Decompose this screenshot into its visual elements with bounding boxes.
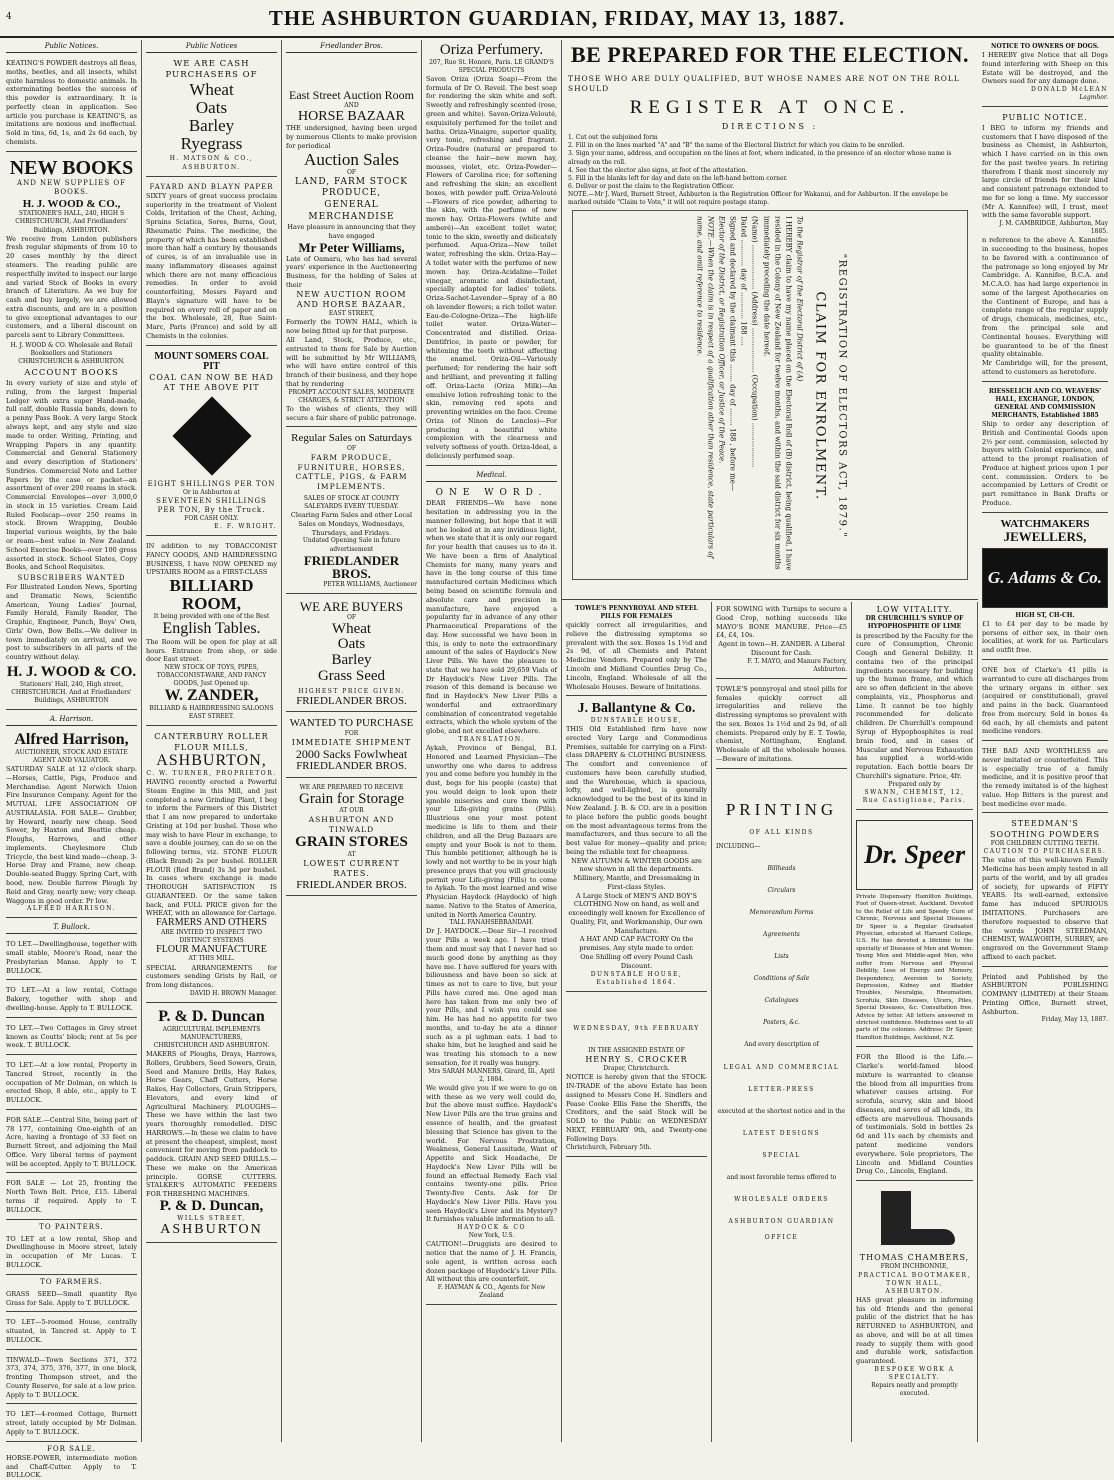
ad-text: NEW AUTUMN & WINTER GOODS are now shown in all the departments. <box>571 856 702 874</box>
firm-name: FRIEDLANDER BROS. <box>296 694 407 707</box>
print-item: Lists <box>774 953 789 961</box>
buyers-ad <box>286 597 417 712</box>
form-line[interactable]: (Name) .................... (Address) .................... (Occupation) .................... <box>750 216 759 468</box>
printer-imprint <box>982 970 1108 1029</box>
blood-mixture-ad <box>856 1050 973 1181</box>
firm-trade: BILLIARD & HAIRDRESSING SALOONS EAST STREET. <box>149 705 274 721</box>
oriza-perfumery-ad <box>426 40 557 466</box>
form-line: To the Registrar of the Electoral District of (A) <box>795 216 804 382</box>
ad-subhead: SPECIAL <box>762 1151 801 1159</box>
auctioneer-name: Mr Peter Williams, <box>298 239 405 255</box>
ad-subhead: NEW AUCTION ROOM AND HORSE BAZAAR, <box>296 289 407 309</box>
ad-body: DEAR FRIENDS—We have none hesitation in addressing you in the manner following, but hope that it will not be looked at in any invidious light, when we state that it is only our regard for your health that causes us to do it. We have been a firm of Analytical Chemists for many, many years and have in the long course of this time manufactured certain Medicines which being based on scientific formula and absolute care and precision in manufacture, have enjoyed a popularity far in advance of any other Pharmaceutical Preparations of the day. How successful we have been in this, is only to note the extraordinary amount of the sales of Haydock's New Liver Pills. We have the pleasure to state that we have sold 29,659 Vials of Dr Haydock's New Liver Pills. The reason of this demand is because we find in Haydock's New Liver Pills a wonderful and extraordinary combination of concentrated vegetable extracts, which the whole system of the globe, and not excelled elsewhere. <box>426 499 557 736</box>
firm-name: HAYDOCK & CO <box>457 1224 526 1232</box>
chemist-notice <box>982 110 1108 381</box>
ad-subhead: LEGAL AND COMMERCIAL <box>723 1063 840 1071</box>
ad-body: SATURDAY SALE at 12 o'clock sharp. —Horses, Cattle, Pigs, Produce and Merchandise. Agent Norwich Union Fire Insurance Company. Agent for the MUTUAL LIFE ASSOCIATION OF AUSTRALASIA. FOR SALE— Grubber, by Howard, nearly new cheap. Seed Sower, by Haxton and Beattie cheap. Ploughs, Harrows, and other implements. Cheylesmore Club Tricycle, the best kind made—cheap. 3-Horse Dray and Frame, new cheap. Double-seated Buggy. Spring Cart, with hood, new. Double furrow Plough by Reid and Gray, nearly new; very cheap. Waggons in good order. Pr low. <box>6 765 137 905</box>
firm-street: WILLS STREET, <box>177 1214 246 1222</box>
firm-name: J. Ballantyne & Co. <box>577 701 696 717</box>
form-title: CLAIM FOR ENROLMENT. <box>812 291 828 501</box>
boot-icon <box>867 1191 963 1249</box>
notice-item: TO LET—4-roomed Cottage, Burnett street, lately occupied by Mr Dolman. Apply to T. BULLOCK. <box>6 1407 137 1441</box>
churchill-syrup-ad <box>856 602 973 810</box>
ad-text: PROMPT ACCOUNT SALES, MODERATE CHARGES, & STRICT ATTENTION <box>288 388 415 404</box>
firm-name: RIESSELICH AND CO. WEAVERS' HALL, EXCHANGE, LONDON, GENERAL AND COMMISSION MERCHANTS, Established 1885 <box>988 387 1102 419</box>
notice-item: TO LET—5-roomed House, centrally situated, in Tancred st. Apply to T. BULLOCK. <box>6 1315 137 1349</box>
ad-signature: Mrs SARAH MANNERS, Girard, Ill., April 2, 1884. <box>428 1067 555 1083</box>
ad-headline: Grain for Storage <box>299 790 404 807</box>
ad-text: Undated Opening Sale in future advertisement <box>302 537 401 553</box>
firm-address: HIGH ST, CH-CH. <box>1015 611 1075 619</box>
firm-trade: PRACTICAL BOOTMAKER, TOWN HALL, ASHBURTON. <box>858 1271 971 1295</box>
firm-name: FRIEDLANDER BROS. <box>303 552 400 582</box>
firm-address: STATIONER'S HALL, 240, HIGH S CHRISTCHURCH, And Friedlanders' Buildings, ASHBURTON. <box>15 210 128 234</box>
ad-signature: SWANN, CHEMIST, 12, Rue Castiglione, Paris. <box>862 788 967 804</box>
ad-signature: Christchurch, February 5th. <box>566 1143 652 1151</box>
firm-trade: AGRICULTURAL IMPLEMENTS MANUFACTURERS, <box>162 1025 261 1041</box>
ad-headline: 2000 Sacks Fowlwheat <box>295 747 408 762</box>
harrison-ad <box>6 729 137 918</box>
ad-text: A HAT AND CAP FACTORY On the premises. Any style made to order. <box>579 935 694 953</box>
ad-body: ONE box of Clarke's 41 pills is warranted to cure all discharges from the urinary organs in either sex (acquired or constitutional), gravel and pains in the back. Guaranteed free from mercury. Sold in boxes 4s 6d each, by all chemists and patent medicine vendors. <box>982 665 1108 736</box>
notice-body: Mr Cambridge will, for the present, attend to customers as heretofore. <box>982 359 1108 376</box>
ad-body: Ship to order any description of British and Continental Goods upon 2½ per cent. commission, selected by buyers with Colonial experience, and attend to the prompt realisation of Produce at highest prices upon 1 per cent. commission. Orders to be accompanied by Letters of Credit or part remittance in Bank Drafts or Produce. <box>982 419 1108 507</box>
ad-headline: CANTERBURY ROLLER FLOUR MILLS, <box>154 732 269 752</box>
ad-body: £1 to £4 per day to be made by persons of either sex, in their own localities, at work for us. Particulars and outfit free. <box>982 619 1108 655</box>
ad-text: FOR CASH ONLY. <box>184 514 239 522</box>
ad-signature: ALFRED HARRISON. <box>27 905 116 913</box>
ad-headline: WE ARE BUYERS <box>299 599 404 614</box>
grain-item: Oats <box>337 636 366 653</box>
ad-body: NOTICE is hereby given that the STOCK-IN-TRADE of the above Estate has been assigned to Messrs Cone H. Sindlers and Pease Cooke Ellis Fane the Sheriffs, the Creditors, and the said Stock will be SOLD to the Public on WEDNESDAY NEXT, FEBRUARY 9th, and Twenty-one Following Days. <box>566 1073 707 1143</box>
ad-body: Dr J. HAYDOCK.—Dear Sir—I received your Pills a week ago. I have tried them and must say that I never had so much good done by anything as they have me. I have suffered for years with biliousness and have been so sick at times as not to care to live, but your Pills have cured me. One aged man here has taken from me only two of your Pills, and I wish you could see him. He has had no appetite for two months, and to-day he ate a dinner such as a pl ughman eats. I had to shake him, but he laughed and said he was treating his stomach to a new sensation, for it really was hungry. <box>426 927 557 1067</box>
ad-subhead: WHOLESALE ORDERS <box>734 1196 829 1204</box>
ad-body: We receive from London publishers fresh regular shipments of from 10 to 20 cases monthly by the direct steamers. The reading public are respectfully invited to inspect our large and varied Stock of Books in every branch of Literature. As we buy for cash and buy largely, we are allowed extra discounts, and are in a position to give exceptional advantages to our customers, and a liberal discount on parcels sent to Library Committees. <box>6 234 137 340</box>
ad-body: To the wishes of clients, they will secure a fair share of public patronage. <box>286 404 417 422</box>
ad-body: HAS great pleasure in informing his old friends and the general public of the district that he has RETURNED to ASHBURTON, and as above, and will be at all times ready to supply them with good and durable work, satisfaction guaranteed. <box>856 1295 973 1366</box>
ad-text: INCLUDING— <box>716 842 761 850</box>
notice-body: I BEG to inform my friends and customers that I have disposed of the business as Chemist, in Ashburton, which I have carried on in this own for the past twelve years. In retiring therefrom I thank most sincerely my large circle of friends for their kind and consistent patronage extended to me for so long a time. My successor (Mr A. Kannifee) will, I trust, meet with the same favorable support. <box>982 123 1108 220</box>
firm-town: CHRISTCHURCH AND ASHBURTON. <box>153 1041 270 1049</box>
ad-place: Lagmhor. <box>1079 94 1108 102</box>
ad-subhead: SUBSCRIBERS WANTED <box>17 574 126 583</box>
ad-body: SIXTY years of great success proclaim superiority in the treatment of Violent Colds, Irritation of the Chest, Aching, Sprains Sciatica, Sores, Burns, Gout, Rheumatic Pains. The medicine, the property of which has been established more than half a century by thousands of cures, is of an invaluable use in many inflammatory diseases against which there are not many efficacious remedies. In order to avoid counterfeiting, Messrs Fayard and Blayn's signature will have to be required on every roll of paper and on the box. Wholesale, 28, Rue Saint-Marc, Paris (France) and sold by all Chemists in the colonies. <box>146 191 277 340</box>
ad-text: NEW STOCK OF TOYS, PIPES, TOBACCONIST-WARE, AND FANCY GOODS, Just Opened up. <box>156 664 267 688</box>
ad-text: OF <box>346 168 357 176</box>
column-header: Public Notices <box>146 40 277 53</box>
ad-body: is prescribed by the Faculty for the cure of Consumption, Chronic Cough and General Debility. It contains two of the principal ingredients necessary for building up the human frame, and which are so often deficient in the above complaints, viz., Phosphorus and Lime. It cannot be too highly recommended for delicate children. Dr Churchill's compound Syrup of Hypophosphites is real brain food, and in cases of Muscular and Nervous Exhaustion has supplied a world-wide reputation. Each bottle bears Dr Churchill's signature. Price, 4fr. <box>856 631 973 780</box>
ad-text: executed at the shortest notice and in the <box>717 1107 846 1115</box>
notice-item: GRASS SEED—Small quantity Rye Grass for Sale. Apply to T. BULLOCK. <box>6 1287 137 1313</box>
ad-subhead: PRODUCE, <box>321 188 382 199</box>
ad-subhead: COAL CAN NOW BE HAD AT THE ABOVE PIT <box>149 372 274 393</box>
firm-address: New York, U.S. <box>468 1232 515 1240</box>
ad-text: Agent in town—H. ZANDER. A Liberal Discount for Cash. <box>718 640 845 657</box>
dr-speer-logo: Dr. Speer <box>856 820 973 890</box>
ad-text: and most favorable terms offered to <box>726 1174 837 1182</box>
firm-name: P. & D. Duncan, <box>159 1198 264 1214</box>
notice-heading: TO PAINTERS. <box>39 1222 104 1231</box>
ad-text: Have pleasure in announcing that they have engaged <box>287 223 416 241</box>
ad-text: BESPOKE WORK A SPECIALTY. <box>874 1365 955 1382</box>
ad-text: Prepared only by <box>888 780 941 788</box>
fayard-ad <box>146 180 277 346</box>
ad-subhead: LATEST DESIGNS <box>742 1129 821 1137</box>
ad-signature: E. F. WRIGHT. <box>214 523 277 531</box>
enrolment-form[interactable] <box>572 210 968 580</box>
steedman-powders-ad <box>982 816 1108 966</box>
print-item: Catalogues <box>764 997 799 1005</box>
ad-subhead: CAUTION TO PURCHASERS. <box>983 848 1107 856</box>
ad-text: It being provided with one of the Best <box>153 612 270 620</box>
ad-headline: ONE WORD. <box>435 487 548 498</box>
wanted-ad <box>286 715 417 777</box>
ad-body: CAUTION!—Druggists are desired to notice that the name of J. H. Francis, sole agent, is written across each dozen package of Haydock's Liver Pills. All without this are counterfeit. <box>426 1240 557 1284</box>
ad-text: Repairs neatly and promptly executed. <box>871 1382 958 1398</box>
firm-address: 207, Rue St. Honoré, Paris. LE GRAND'S SPECIAL PRODUCTS <box>429 58 554 74</box>
coal-price: EIGHT SHILLINGS PER TON <box>147 479 276 488</box>
bone-manure-ad <box>716 602 847 679</box>
ad-headline: WANTED TO PURCHASE <box>289 717 414 730</box>
ad-headline: GRAIN STORES <box>295 833 408 850</box>
form-act: "REGISTRATION OF ELECTORS ACT, 1879." <box>836 253 848 539</box>
hop-bitters-ad <box>982 744 1108 813</box>
ad-subhead: TRANSLATION. <box>458 735 525 743</box>
grain-item: Grass Seed <box>317 667 386 684</box>
ad-body: Savon Oriza (Oriza Soap)—From the formula of Dr O. Reveil. The best soap for rendering the skin white and soft. Sweetly and refreshingly scented (rose, green and white). Savon-Oriza-Velouté, exquisitely perfumed for the toilet and baths. Oriza-Vinaigre, superior quality, very tonic, refreshing and fragrant. Oriza-Poudre (natural or prepared to cleanse the hair—new mown hay, mousses, violet, etc. Oriza-Powder—Flowers of Carolina rice; for softening and refreshing the skin; an excellent boxes, with powder puff. Oriza-Velouté—Flowers of rice powder, adhering to the skin, with the perfume of new mown hay. Oriza-Flowers (white and amberé)—An excellent toilet water, tonic to the skin, sweetly and delicately perfumed. Aqua-Oriza—New toilet water, refreshing the skin. Oriza-Hay—A toilet water with the perfume of new mown hay. Oriza-Acidaline—Toilet vinegar, aromatic and disinfectant, specially adapted for ladies' toilets. Oriza-Sachet-Lavender—Spray of a 80 oh lavender flowers; a rich toilet water. Eau-de-Cologne-Oriza—The high-life toilet water. Oriza-Water—Concentrated and distilled. Oriza-Dentifrice, in paste or powder, for whitening the teeth without affecting the enamel. Oriza-Oil—Variously perfumed; for rendering the hair soft and brilliant, and preventing it falling off. Oriza-Lacte (Oriza Milk)—An emulsive lotion refreshing tonic to the skin, removing red spots and preventing wrinkles on the face. Creme Oriza (of Ninon de Lenclos)—For producing a beautiful white complexion with the clearness and velvety softness of youth. Oriza-Ideal, a deliciously perfumed soap. <box>426 74 558 460</box>
column-header: Public Notices. <box>6 40 137 53</box>
ad-subhead: FLOUR MANUFACTURE <box>156 943 267 955</box>
ad-subhead: GENERAL MERCHANDISE <box>308 199 395 222</box>
ad-subhead: LOWEST CURRENT RATES. <box>303 858 400 879</box>
ad-signature: F. HAYMAN & CO., Agents for New Zealand <box>437 1284 546 1300</box>
notice-item: TO LET.—At a low rental, Property in Tancred Street, recently in the occupation of Mr Dolman, on which is erected Shop, 8 able, etc., apply to T. BULLOCK. <box>6 1058 137 1110</box>
proprietor: C. W. TURNER, PROPRIETOR. <box>146 769 277 777</box>
directions-label: DIRECTIONS : <box>721 122 819 132</box>
ad-subhead: LETTER-PRESS <box>748 1085 815 1093</box>
notice-title: PUBLIC NOTICE. <box>1002 113 1088 123</box>
print-item: Memorandum Forms <box>749 908 814 916</box>
ad-signature: J. M. CAMBRIDGE, Ashburton, May 1885. <box>999 220 1108 236</box>
imprint-text: Printed and Published by the ASHBURTON PUBLISHING COMPANY (LIMITED) at their Steam Printing Office, Burnett street, Ashburton. <box>982 972 1108 1016</box>
firm-tag: FROM INCHBONNIE, <box>880 1263 949 1271</box>
notice-body: I HEREBY give Notice that all Dogs found interfering with Sheep on this Estate will be destroyed, and the Owners sued for any damage done. <box>982 51 1108 86</box>
firm-name: H. J. WOOD & CO. <box>6 664 137 681</box>
ad-subhead: IMMEDIATE SHIPMENT <box>291 738 412 748</box>
print-item: Posters, &c. <box>763 1019 800 1027</box>
merchants-ad <box>982 385 1108 513</box>
ad-text: AT THIS MILL. <box>188 955 235 963</box>
ad-subhead: FARM PRODUCE, FURNITURE, HORSES, CATTLE, PIGS, & FARM IMPLEMENTS. <box>295 452 408 492</box>
ad-headline: PRINTING <box>725 799 838 819</box>
ad-body: SPECIAL ARRANGEMENTS for customers sending Grists by Rail, or from long distances. <box>146 963 277 990</box>
notice-item: TO LET.—At a low rental, Cottage Bakery, together with shop and dwelling-house. Apply to T. BULLOCK. <box>6 983 137 1017</box>
notice-item: HORSE-POWER, intermediate motion and Chaff-Cutter. Apply to T. BULLOCK. <box>6 1453 137 1480</box>
ad-body: In every variety of size and style of ruling, from the largest Imperial Ledger with extra super Hand-made, full calf, double Russia bands, down to a penny Pass Book. A very large Stock always kept, and any style and size made to order. Writing, Printing, and Wrapping Papers in any quantity. Commercial and General Stationery and every description of Stationers' Sundries. Commercial Note and Letter Papers by the case or packet—an assortment of over 200 reams in stock. Commercial Envelopes—over 3,000,0 in stock in 15 varieties. Cream Laid Ruled Foolscap—over 250 reams in stock. Brown Wrapping, Double Imperial various weights, by the bale or ream—best value in New Zealand. School Exercise Books—over 100 gross assorted in stock. School Slates, Copy Books, and School Requisites. <box>6 379 137 572</box>
ad-subhead: OF ALL KINDS <box>749 828 814 836</box>
auction-room-ad <box>286 56 417 427</box>
ad-headline: HORSE BAZAAR <box>298 108 405 124</box>
ad-headline: FAYARD AND BLAYN PAPER <box>149 182 274 191</box>
firm-name: H. J. WOOD & CO., <box>22 197 121 210</box>
notice-item: TINWALD—Town Sections 371, 372 373, 374, 375, 376, 377, in one block, fronting Thompson street, and the County Reserve, for sale at a low price. Apply to T. BULLOCK. <box>6 1353 137 1405</box>
grain-item: Barley <box>188 115 235 135</box>
books-ad <box>6 155 137 710</box>
ad-headline: TOWLE'S PENNYROYAL AND STEEL PILLS FOR FEMALES <box>575 605 698 621</box>
ad-body: The value of this well-known Family Medicine has been amply tested in all parts of the world, and by all grades of society, for upwards of FIFTY YEARS. Its well-earned, extensive fame has induced SPURIOUS IMITATIONS. Purchasers are therefore requested to observe that the words JOHN STEEDMAN, CHEMIST, WALWORTH, SURREY, are engraved on the Government Stamp affixed to each packet. <box>982 856 1108 961</box>
direction-step: NOTE.—Mr J. Ward, Burnett Street, Ashburton is the Registration Officer for Wakanui, and for Ashburton. If the envelope be marked outside "Claim to Vote," it will not require postage stamp. <box>568 190 949 206</box>
towle-pills-ad <box>566 602 707 696</box>
ad-subhead: ASHBURTON GUARDIAN <box>728 1218 835 1226</box>
direction-step: 4. See that the elector also signs, at foot of the attestation. <box>568 166 748 174</box>
ad-town: ASHBURTON, <box>156 752 267 770</box>
enrolment-form-rotated <box>693 216 850 576</box>
firm-name: THOMAS CHAMBERS, <box>859 1253 970 1263</box>
firm-name: H. MATSON & CO., ASHBURTON. <box>169 155 254 171</box>
notice-title: NOTICE TO OWNERS OF DOGS. <box>991 43 1099 50</box>
grain-item: Oats <box>195 97 228 117</box>
column-header: Medical. <box>426 469 557 482</box>
column-header: T. Bullock. <box>6 921 137 934</box>
notice-heading: FOR SALE. <box>47 1444 96 1453</box>
ad-body: quickly correct all irregularities, and relieve the distressing symptoms so prevalent with the sex. Boxes 1s 1½d and 2s 9d, of all Chemists and Patent Medicine Vendors. Prepared only by The Lincoln and Midland Counties Drug Co., Lincoln, England. Wholesale of all the Wholesale Houses. Beware of Imitations. <box>566 621 707 691</box>
grain-storage-ad <box>286 781 417 897</box>
ad-headline: NEW BOOKS <box>9 156 134 179</box>
column-1 <box>2 40 142 1480</box>
column-4 <box>422 40 562 1442</box>
form-line: Elector of the District, or Registration Officer, or Justice of the Peace. <box>717 216 726 464</box>
column-8 <box>978 40 1112 1442</box>
ad-body: Private Dispensary Hamilton Buildings, Foot of Queen-street, Auckland. Devoted to the Relief of Life and Speedy Cure of Chronic, Nervous and Special Diseases. Dr Speer is a Regular Graduated Physician, educated at Harvard College, U.S. He has devoted a lifetime to the specialty of Diseases of Men and Women. Young Men and Middle-aged Men, who suffer from Nervous and Physical Debility, Loss of Energy and Memory, Despondency, Aversion to Society, Depression, Kidney and Bladder Troubles, Neuralgia, Rheumatism, Scrofula, Skin Diseases, Ulcers, Piles, Special Diseases, &c. Consultation free. Advice by letter. All letters answered in strictest confidence. Medicines sent to all parts of the colonies. Address: Dr Speer, Hamilton Buildings, Auckland, N.Z. <box>856 893 973 1041</box>
ad-body: Aykah, Province of Bengal, B.I. Honored and Learned Physician—The unworthy one who dares to address you and come before you humbly in the dust, begs for his people (caste) that you would deign to look upon their ignoble miseries and cure them with your Life-giving grains (Pills). Illustrious one your most potent medicine is life to them and their children, and all the Drug Bazaars are empty and your Book is not to them. This humble petitioner, although he is lowly and not worthy to be in your high presence prays that you will graciously permit your Life-giving (Pills) to come to Aykah. To the most learned and wise Physician Haydock (Haydock) of high name. Native to the States of America, united in North America Country. <box>426 744 557 919</box>
direction-step: 3. Sign your name, address, and occupation on the lines at foot, where indicated, in the presence of an elector whose name is already on the roll. <box>568 150 952 166</box>
ad-subhead: FOR CHILDREN CUTTING TEETH. <box>990 840 1100 848</box>
ad-lead: THE undersigned, having been urged by numerous Clients to make provision for periodical <box>286 124 417 150</box>
haydock-pills-ad <box>426 485 557 1306</box>
direction-step: 5. Fill in the blanks left for day and date on the left-hand bottom corner. <box>568 174 788 182</box>
firm-address: Stationers' Hall, 240, High street, CHRISTCHURCH. And at Friedlanders' Buildings, ASHBURTON <box>11 680 132 704</box>
notice-item: TO LET.—Two Cottages in Grey street known as Coutts' block; rent at 5s per week. T. BULLOCK. <box>6 1021 137 1055</box>
ad-text: And every description of <box>744 1041 819 1049</box>
ad-lead: WE ARE PREPARED TO RECEIVE <box>299 783 404 791</box>
ad-signature: DONALD McLEAN <box>1031 86 1108 94</box>
form-line[interactable]: Signed and declared by the claimant this ........ day of ........ 188 , before me— <box>728 216 737 491</box>
imprint-date: Friday, May 13, 1887. <box>1041 1016 1108 1024</box>
ad-subhead: LAND, FARM STOCK <box>295 176 408 187</box>
ad-body: Late of Oamaru, who has had several years' experience in the Auctioneering Business, for the holding of Sales at their <box>286 254 417 289</box>
keating-ad <box>6 56 137 152</box>
ad-headline: BILLIARD ROOM, <box>169 576 254 614</box>
page-number: 4 <box>6 12 12 22</box>
column-header: A. Harrison. <box>6 713 137 726</box>
ad-text: EAST STREET, <box>328 310 375 318</box>
ad-body: Formerly the TOWN HALL, which is now being fitted up for that purpose. <box>286 318 417 336</box>
ad-subhead: OFFICE <box>764 1234 799 1242</box>
ad-lead: IN THE ASSIGNED ESTATE OF <box>588 1046 685 1054</box>
firm-name: Alfred Harrison, <box>14 731 129 749</box>
ad-body: The Room will be open for play at all hours. Entrance from shop, or side door East street. <box>146 637 277 664</box>
ad-subhead: ASHBURTON AND TINWALD <box>308 815 395 835</box>
ad-signature: F. T. MAYO, and Manure Factory, Ashburton. <box>747 657 847 673</box>
ad-text: ARE INVITED TO INSPECT TWO DISTINCT SYSTEMS <box>160 928 263 944</box>
firm-name: P. & D. Duncan <box>158 1007 265 1025</box>
election-notice <box>562 40 978 600</box>
adams-jewellers-ad <box>982 516 1108 660</box>
notice-body: n reference to the above A. Kannifee in succeeding to the business, hopes to be favored with a continuance of the patronage so long enjoyed by Mr Cambridge. A. Kannifee, B.C.A. and M.C.A.O. has had large experience in some of the largest Apothecaries on the Continent of Europe, and has a complete range of the regular supply of drugs, chemicals, medicines, etc., from the principal sole and Continental houses. Everything will be guaranteed to be of the finest quality obtainable. <box>982 236 1108 359</box>
ad-body: HAVING recently erected a Powerful Steam Engine in this Mill, and just completed a new Grinding Plant, I beg to inform the Farmers of this District that I am now prepared to undertake Gristing at 10d per bushel. Those who may wish to have Flour in exchange, to save a double journey, can do so on the following terms, viz. STONE FLOUR (Black Brand) 2s per bushel. ROLLER FLOUR (Red Brand) 3s 3d per bushel. In cases where exchange is made THOROUGH SATISFACTION IS GUARANTEED. Or the same taken back, and FULL PRICE given for the WHEAT, with an allowance for Cartage. <box>146 777 277 918</box>
election-subhead: REGISTER AT ONCE. <box>629 97 911 119</box>
firm-house: DUNSTABLE HOUSE, <box>590 717 683 724</box>
product-name: DR CHURCHILL'S SYRUP OF HYPOPHOSPHITE OF LIME <box>865 615 964 631</box>
ad-body: THIS Old Established firm have now erected Very Large and Commodious Premises, suitable for carrying on a First-class DRAPERY & CLOTHING BUSINESS. The comfort and convenience of customers have been carefully studied, and the Warehouse, which is spacious, lofty, and well-lighted, is generally acknowledged to be the best of its kind in New Zealand. J. B. & CO. are in a position to place before the public goods bought on the most advantageous terms from the manufacturers, and thus secure to all the best value for money—quality and price; being the reliable text for cheapness. <box>566 725 707 856</box>
cash-purchasers-ad <box>146 56 277 177</box>
regular-sales-ad <box>286 430 417 594</box>
towle-pills-ad-2 <box>716 682 847 769</box>
column-2 <box>142 40 282 1442</box>
notice-item: FOR SALE — Lot 25, fronting the North Town Belt. Price, £15. Liberal terms if required. Apply to T. BULLOCK. <box>6 1176 137 1219</box>
column-header: Friedlander Bros. <box>286 40 417 53</box>
column-7 <box>852 602 978 1442</box>
ad-signature: PETER WILLIAMS, Auctioneer <box>323 580 417 588</box>
ad-lead: WE ARE CASH PURCHASERS OF <box>165 59 258 81</box>
firm-town: ASHBURTON <box>160 1221 263 1237</box>
ad-text: A Large Stock of MEN'S AND BOY'S CLOTHING Now on hand, as well and exceedingly well known for Excellence of Quality, Fit, and Workmanship, Our own Manufacture. <box>568 891 705 935</box>
direction-step: 1. Cut out the subjoined form <box>568 134 658 142</box>
form-line: I HEREBY claim to have my name placed on the Electoral Roll of (B) district, being qualified, I have resided in the Colony of New Zealand for twelve months, and within the said district for six months immediately preceding the date hereof. <box>761 216 793 571</box>
ad-headline: Oriza Perfumery. <box>439 42 544 58</box>
roller-mills-ad <box>146 729 277 1003</box>
print-item: Conditions of Sale <box>753 975 810 983</box>
ad-text: AT <box>347 850 356 858</box>
column-6 <box>712 602 852 1442</box>
election-headline: BE PREPARED FOR THE ELECTION. <box>570 42 970 67</box>
ad-text: SALES OF STOCK AT COUNTY SALEYARDS EVERY TUESDAY. <box>303 494 400 511</box>
masthead <box>0 0 1114 38</box>
ad-headline: East Street Auction Room <box>289 88 414 102</box>
printing-ad <box>716 772 847 1247</box>
print-item: Agreements <box>763 930 800 938</box>
ad-text: HIGHEST PRICE GIVEN. <box>298 687 405 695</box>
firm-name: W. ZANDER, <box>164 687 259 705</box>
chambers-bootmaker-ad <box>856 1184 973 1402</box>
clarke-pills-ad <box>982 663 1108 741</box>
ad-body: TOWLE'S pennyroyal and steel pills for females quickly correct all irregularities and relieve the distressing symptoms so prevalent with the sex. Boxes 1s 1½d and 2s 9d, of all chemists. Prepared only by E. T. Towle, chemist, Nottingham, England. Wholesale of all the wholesale houses.—Beware of imitations. <box>716 684 847 763</box>
ad-text: OF <box>346 613 357 621</box>
ad-subhead: ACCOUNT BOOKS <box>24 368 119 379</box>
grain-item: Wheat <box>189 80 234 100</box>
ad-text: Or in Ashburton at <box>182 488 241 496</box>
coal-diamond-icon <box>172 396 251 475</box>
print-item: Circulars <box>767 886 796 894</box>
ad-signature: DAVID H. BROWN Manager. <box>189 989 277 997</box>
column-5 <box>562 602 712 1442</box>
ad-signature: DUNSTABLE HOUSE, Established 1864. <box>590 970 683 986</box>
firm-name: FRIEDLANDER BROS. <box>296 760 407 772</box>
bullock-notices <box>6 937 137 1480</box>
election-lead: THOSE WHO ARE DULY QUALIFIED, BUT WHOSE NAMES ARE NOT ON THE ROLL SHOULD <box>568 74 960 94</box>
assigned-estate-ad <box>566 1022 707 1157</box>
direction-step: 6. Deliver or post the claim to the Registration Officer. <box>568 182 735 190</box>
ad-headline: MOUNT SOMERS COAL PIT <box>154 350 269 373</box>
ad-headline: Auction Sales <box>304 149 399 169</box>
notice-item: FOR SALE.—Central Site, being part of 78 177, containing One-eighth of an Acre, having a frontage of 33 feet on Burnett Street, and adjoining the Mail Office. Very liberal terms of payment will be accepted. Apply to T. BULLOCK. <box>6 1113 137 1174</box>
ad-body: FOR SOWING with Turnips to secure a Good Crop, nothing succeeds like MAYO'S BONE MANURE. Price—£5 £4, £4, 10s. <box>716 605 847 640</box>
masthead-title: THE ASHBURTON GUARDIAN, FRIDAY, MAY 13, 1887. <box>268 5 846 30</box>
ad-text: One Shilling off every Pound Cash Discount. <box>580 953 693 970</box>
ad-body: MAKERS of Ploughs, Drays, Harrows, Rollers, Grubbers, Seed Sowers, Grain, Seed and Manure Drills, Hay Rakes, Horse Gears, Chaff Cutters, Horse Rakes, Hay Collectors, Grain Strippers, Elevators, and every kind of Agricultural Machinery. PLOUGHS—These we have within the last two years thoroughly remodelled. DISC HARROWS.—In these we claim to have at present the cheapest, simplest, most convenient for moving from paddock to paddock. GRAIN AND SEED DRILLS.—These we make on the American principle. GORSE CUTTERS. STALKER'S AUTOMATIC FEEDERS FOR THRESHING MACHINES. <box>146 1049 277 1199</box>
ad-body: FOR the Blood is the Life.—Clarke's world-famed blood mixture is warranted to cleanse the blood from all impurities from whatever causes arising. For scrofula, scurvy, skin and blood diseases, and sores of all kinds, its effects are marvellous. Thousands of testimonials. Sold in bottles 2s 6d and 11s each by chemists and patent medicine vendors everywhere. Sole proprietors, The Lincoln and Midland Counties Drug Co., Lincoln, England. <box>856 1053 973 1176</box>
ad-headline: Regular Sales on Saturdays <box>291 432 412 445</box>
direction-step: 2. Fill in on the lines marked "A" and "B" the name of the Electoral District for which you claim to be enrolled. <box>568 142 905 150</box>
coal-price: SEVENTEEN SHILLINGS PER TON, By the Truck. <box>156 496 267 514</box>
dr-speer-ad <box>856 813 973 1047</box>
column-3 <box>282 40 422 1442</box>
ad-subhead: FARMERS AND OTHERS <box>156 917 267 929</box>
sale-date: WEDNESDAY, 9th FEBRUARY <box>573 1024 700 1032</box>
ad-text: FOR <box>344 729 359 737</box>
ad-headline: English Tables. <box>162 619 261 637</box>
ad-body: We would give you if we were to go on with these as we very well could do, but the above must suffice. Haydock's New Liver Pills are the true grains and essence of health, and the greatest blessing that Science has given to the world. For Nervous Prostration, Weakness, General Lassitude, Want of Appetite and Sick Headache, Dr Haydock's New Liver Pills will be found an effectual Remedy. Each vial contains twenty-one pills. Price Twenty-five Cents. Ask for Dr Haydock's New Liver Pills. Have you seen Haydock's Liver and its Mystery? It furnishes valuable information to all. <box>426 1083 557 1224</box>
adams-logo: G. Adams & Co. <box>982 548 1108 608</box>
estate-name: HENRY S. CROCKER <box>585 1054 688 1064</box>
ad-text: Millinery, Mantle, and Dressmaking in First-class Styles. <box>573 874 700 891</box>
estate-town: Draper, Christchurch. <box>603 1065 670 1073</box>
form-line[interactable]: Dated ............ day of ............ 188 .... <box>739 216 748 346</box>
ballantyne-ad <box>566 699 707 991</box>
ad-body: For Illustrated London News, Sporting and Dramatic News, Scientific American, Young Ladies' Journal, Family Herald, Family Reader, The Graphic, Engineer, Punch, Boys' Own, Girls' Own, Bow Bells.—We deliver in town immediately on arrival, and we post to subscribers in all parts of the country without delay. <box>6 583 137 662</box>
coal-pit-ad <box>146 349 277 536</box>
ad-signature: TALL FANAHSEBRANDAH. <box>449 919 534 927</box>
grain-item: Wheat <box>331 620 372 637</box>
ad-text: AT OUR <box>339 807 364 815</box>
firm-trade: AUCTIONEER, STOCK AND ESTATE AGENT AND VALUATOR. <box>15 748 128 764</box>
grain-item: Barley <box>331 652 372 669</box>
ad-text: KEATING'S POWDER destroys all fleas, moths, beetles, and all insects, whilst quite harmless to domestic animals. In exterminating beetles the success of this powder is extraordinary. It is perfectly clean in application. See article you purchase is KEATING'S, as imitations are noxious and ineffectual. Sold in tins, 6d, 1s, and 2s 6d each, by chemists. <box>6 59 137 146</box>
ad-subhead: AND NEW SUPPLIES OF BOOKS. <box>17 178 126 196</box>
ad-signature: H. J. WOOD & CO. Wholesale and Retail Booksellers and Stationers CHRISTCHURCH & ASHBURTON. <box>10 341 133 366</box>
ad-text: AND <box>344 101 359 109</box>
ad-headline: STEEDMAN'S SOOTHING POWDERS <box>990 819 1100 839</box>
notice-item: TO LET.—Dwellinghouse, together with small stable, Moore's Road, near the Presbyterian Manse. Apply to T. BULLOCK. <box>6 937 137 980</box>
ad-body: THE BAD AND WORTHLESS are never imitated or counterfeited. This is especially true of a family medicine, and it is positive proof that the remedy imitated is of the highest value. Hop Bitters is the purest and best medicine ever made. <box>982 747 1108 808</box>
ad-headline: LOW VITALITY. <box>876 605 953 614</box>
duncan-ad <box>146 1006 277 1243</box>
dog-notice <box>982 40 1108 107</box>
ad-headline: WATCHMAKERS <box>1000 517 1090 530</box>
ad-lead: IN addition to my TOBACCONIST FANCY GOODS, AND HAIRDRESSING BUSINESS, I have NOW OPENED my UPSTAIRS ROOM as a FIRST-CLASS <box>146 542 277 577</box>
ad-body: Clearing Farm Sales and other Local Sales on Mondays, Wednesdays, Thursdays, and Fridays. <box>290 511 413 537</box>
notice-heading: TO FARMERS. <box>40 1277 103 1286</box>
billiard-room-ad <box>146 539 277 726</box>
notice-item: TO LET at a low rental, Shop and Dwellinghouse in Moore street, lately in occupation of Mr Lucas. T. BULLOCK. <box>6 1232 137 1275</box>
ad-text: OF <box>346 444 357 452</box>
firm-name: FRIEDLANDER BROS. <box>296 878 407 891</box>
ad-headline: JEWELLERS, <box>1003 529 1087 545</box>
form-note: NOTE.—When the claim is in respect of a qualification other than residence, state particulars of name, and omit reference to residence. <box>694 216 715 559</box>
grain-item: Ryegrass <box>180 133 243 153</box>
print-item: Billheads <box>767 864 796 872</box>
ad-body: All Land, Stock, Produce, etc., entrusted to them for Sale by Auction will be submitted by Mr WILLIAMS, who will have entire control of this branch of their business, and they hope that by rendering <box>286 336 417 388</box>
